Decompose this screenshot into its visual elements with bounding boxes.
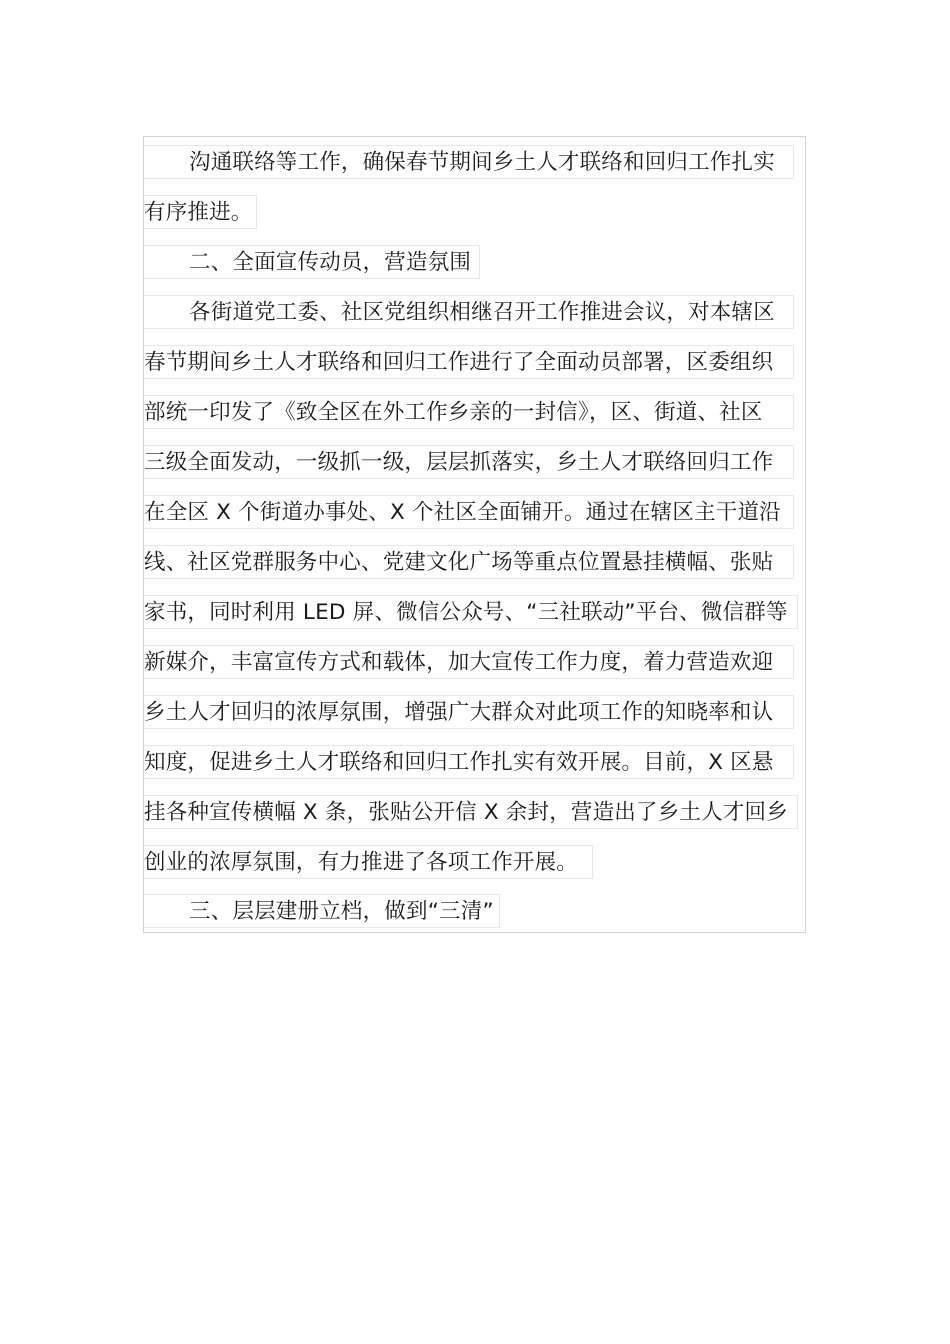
paragraph-line: 有序推进。 bbox=[144, 195, 257, 229]
paragraph-line: 挂各种宣传横幅 X 条，张贴公开信 X 余封，营造出了乡土人才回乡 bbox=[144, 795, 798, 829]
paragraph-line: 各街道党工委、社区党组织相继召开工作推进会议，对本辖区 bbox=[144, 295, 794, 329]
paragraph-line: 春节期间乡土人才联络和回归工作进行了全面动员部署，区委组织 bbox=[144, 345, 794, 379]
paragraph-line: 创业的浓厚氛围，有力推进了各项工作开展。 bbox=[144, 845, 593, 879]
paragraph-line: 三级全面发动，一级抓一级，层层抓落实，乡土人才联络回归工作 bbox=[144, 445, 794, 479]
paragraph-line: 部统一印发了《致全区在外工作乡亲的一封信》，区、街道、社区 bbox=[144, 395, 794, 429]
paragraph-line: 家书，同时利用 LED 屏、微信公众号、“三社联动”平台、微信群等 bbox=[144, 595, 798, 629]
paragraph-line: 乡土人才回归的浓厚氛围，增强广大群众对此项工作的知晓率和认 bbox=[144, 695, 794, 729]
paragraph-line: 线、社区党群服务中心、党建文化广场等重点位置悬挂横幅、张贴 bbox=[144, 545, 794, 579]
section-heading-3: 三、层层建册立档，做到“三清” bbox=[144, 894, 500, 928]
section-heading-2: 二、全面宣传动员，营造氛围 bbox=[144, 245, 480, 279]
paragraph-line: 知度，促进乡土人才联络和回归工作扎实有效开展。目前，X 区悬 bbox=[144, 745, 794, 779]
paragraph-line: 在全区 X 个街道办事处、X 个社区全面铺开。通过在辖区主干道沿 bbox=[144, 495, 794, 529]
paragraph-line: 沟通联络等工作，确保春节期间乡土人才联络和回归工作扎实 bbox=[144, 145, 794, 179]
paragraph-line: 新媒介，丰富宣传方式和载体，加大宣传工作力度，着力营造欢迎 bbox=[144, 645, 794, 679]
